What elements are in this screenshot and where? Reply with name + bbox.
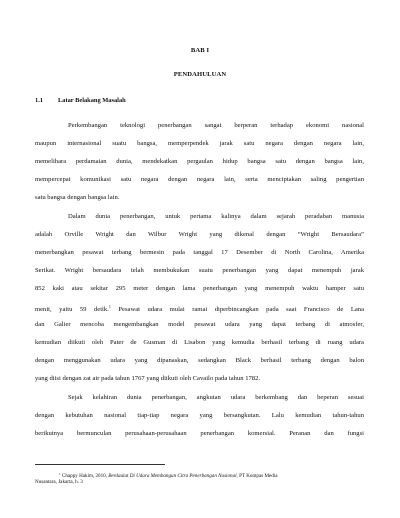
paragraph-text: Pesawat udara mulai ramai diperbincangkan pada saat Francisco de Lana (110, 306, 364, 313)
paragraph-line: mempercepat komunikasi satu negara dengan negara lain, serta menciptakan saling pengertian (35, 176, 364, 183)
paragraph-line: satu bangsa dengan bangsa lain. (35, 194, 120, 201)
paragraph-line: yang diisi dengan zat air pada tahun 1767 yang diikuti oleh Cavailo pada tahun 1782. (35, 375, 261, 382)
paragraph-line: Serikat. Wright bersaudara telah membukukan suatu penerbangan yang dapat menempuh jarak (35, 267, 364, 274)
paragraph-line: maupun internasional suatu bangsa, memperpendek jarak satu negara dengan negara lain, (35, 140, 364, 147)
footnote-continuation: Nusantara, Jakarta, h. 3 (35, 479, 83, 485)
footnote-divider (35, 464, 165, 465)
section-heading (35, 97, 126, 104)
paragraph-line: menerbangkan pesawat terbang bermesin pada tanggal 17 Desember di North Carolina, Amerika (35, 249, 364, 256)
paragraph-line: kemudian diikuti oleh Pater de Gusman di Lisabon yang kemudia berhasil terbang di ruang udara (35, 339, 364, 346)
section-number: 1.1 (35, 97, 43, 104)
paragraph-line: adalah Orville Wright dan Wilbur Wright yang dikenal dengan “Wright Bersaudara” (35, 231, 364, 238)
footnote-author: Chappy Hakim, 2010, (60, 473, 109, 479)
paragraph-line: dengan kebutuhan nasional tiap-tiap negara yang bersangkutan. Lalu kemudian tahun-tahun (35, 412, 364, 419)
section-title: Latar Belakang Masalah (58, 97, 126, 104)
paragraph-line: 852 kaki atau sekitar 295 meter dengan lama penerbangan yang menempuh waktu hamper satu (35, 285, 364, 292)
paragraph-line: Sejak kelahiran dunia penerbangan, angkutan udara berkembang dan beperan sesuai (68, 394, 364, 401)
paragraph-line: Dalam dunia penerbangan, untuk pertama kalinya dalam sejarah peradaban manusia (68, 213, 364, 220)
paragraph-line: dan Galier mencoba mengembangkan model pesawat udara yang dapat terbang di atmosfer, (35, 321, 364, 328)
paragraph-line: berikutnya bermunculan perusahaan-perusahaan penerbangan komersial. Peranan dan fungsi (35, 430, 364, 437)
chapter-number: BAB I (190, 47, 210, 54)
paragraph-line: memelihara perdamaian dunia, mendekatkan pergaulan hidup bangsa satu dengan bangsa lain, (35, 158, 364, 165)
chapter-title: PENDAHULUAN (173, 71, 227, 78)
footnote-marker: 1 (59, 472, 61, 476)
footnote-reference: 1 (108, 304, 111, 309)
footnote-book-title: Berdaulat Di Udara Membangun Citra Penerbangan Nasional (108, 473, 237, 479)
paragraph-line: dengan menggunakan udara yang dipanaskan, sedangkan Black berhasil terbang dengan balon (35, 357, 364, 364)
paragraph-line: Perkembangan teknologi penerbangan sangat berperan terhadap ekonomi nasional (68, 122, 364, 129)
footnote (59, 470, 388, 478)
footnote-publisher: , PT Kompas Media (236, 473, 278, 479)
paragraph-text: menit, yaitu 59 detik. (35, 306, 109, 313)
paragraph-line (35, 302, 364, 311)
